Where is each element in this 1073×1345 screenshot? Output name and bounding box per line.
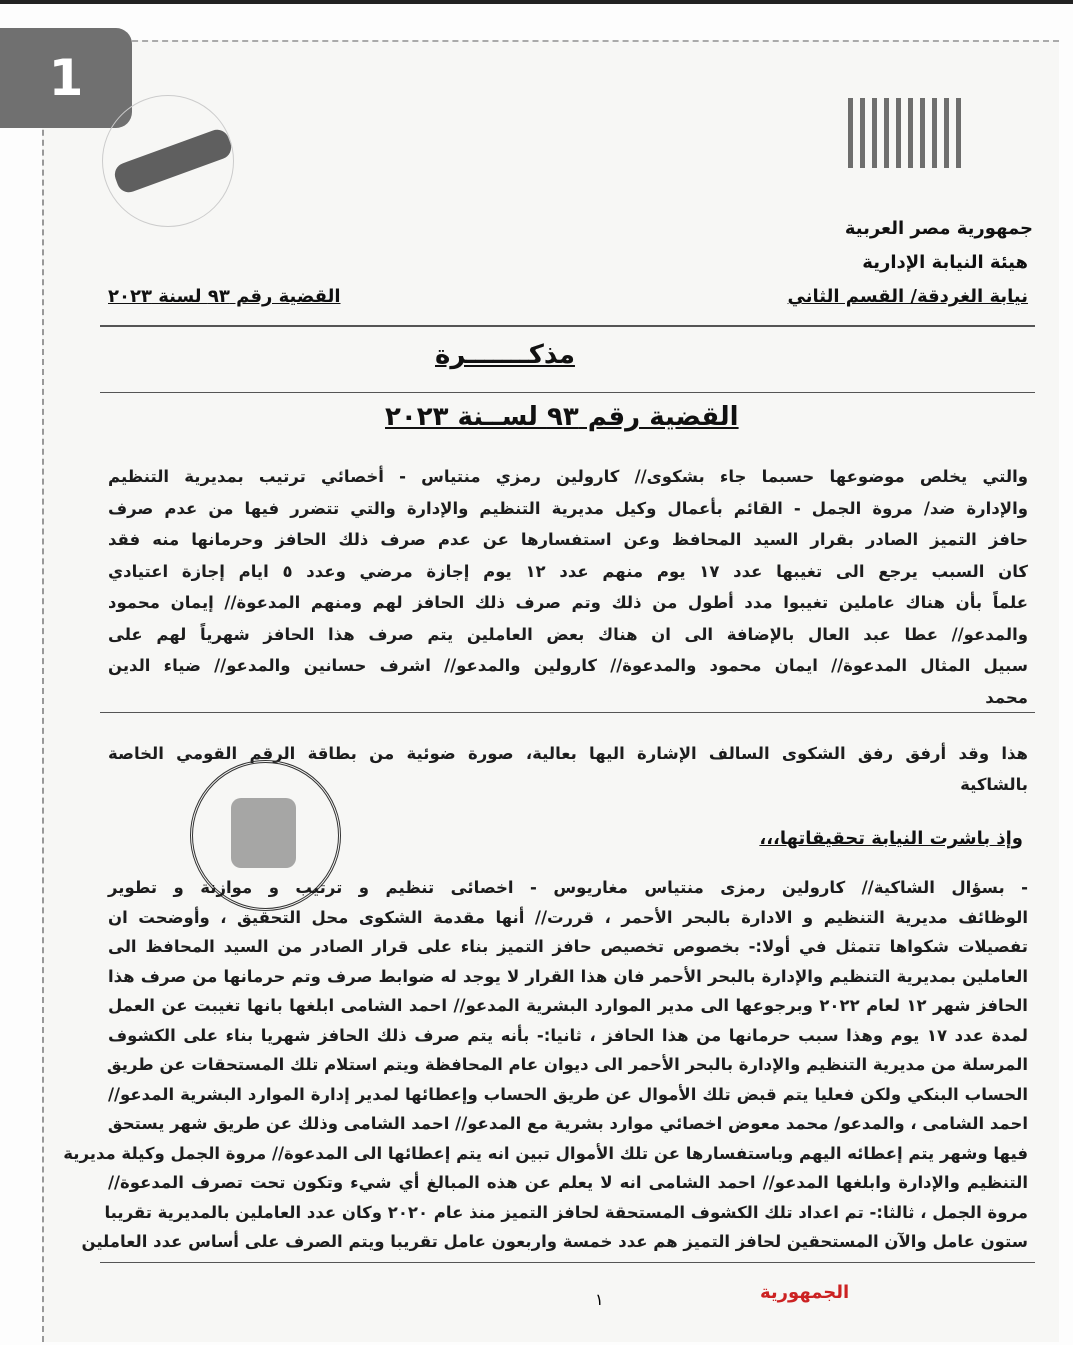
- text-line: - بسؤال الشاكية// كارولين رمزى منتياس مغاريوس - اخصائى تنظيم و ترتيب و موازنة و تطوير: [108, 878, 1028, 897]
- image-index-badge: 1: [0, 28, 132, 128]
- text-line: فيها وشهر يتم إعطائه اليهم وباستفسارها عن تلك الأموال تبين انه يتم إعطائها الى المدعوة// مروة الجمل وكيلة مديرية: [63, 1143, 1028, 1163]
- header-case-ref: القضية رقم ٩٣ لسنة ٢٠٢٣: [108, 286, 341, 307]
- text-line: هذا وقد أرفق رفق الشكوى السالف الإشارة اليها بعالية، صورة ضوئية من بطاقة الرقم القومي الخاصة: [108, 744, 1028, 763]
- text-line: التنظيم والإدارة وابلغها المدعو// احمد الشامى انه لا يعلم عن هذه المبالغ أي شيء وتكون تحت تصرف المدعوة//: [108, 1173, 1028, 1192]
- divider: [100, 1262, 1035, 1263]
- text-line: احمد الشامى ، والمدعو/ محمد معوض اخصائي موارد بشرية مع المدعو// احمد الشامى وذلك عن طريق شهر يستحق: [107, 1114, 1028, 1133]
- watermark-logo: الجمهورية: [760, 1282, 850, 1303]
- case-subtitle: القضية رقم ٩٣ لســنة ٢٠٢٣: [385, 402, 739, 432]
- text-line: الوظائف مديرية التنظيم و الادارة بالبحر الأحمر ، قررت// أنها مقدمة الشكوى محل التحقيق ، وأوضحت ان: [108, 907, 1028, 927]
- text-line: علماً بأن هناك عاملين تغيبوا مدد أطول من ذلك وتم صرف ذلك الحافز لهم ومنهم المدعوة// إيمان محمود: [108, 593, 1028, 612]
- top-bar: [0, 0, 1073, 4]
- prosecution-stamp-icon: [102, 95, 234, 227]
- text-line: لمدة عدد ١٧ يوم وهذا سبب حرمانها من هذا الحافز ، ثانيا:- بأنه يتم صرف ذلك الحافز شهريا بناء على الكشوف: [108, 1025, 1028, 1045]
- text-line: بالشاكية: [960, 775, 1028, 794]
- document-title: مذكـــــــرة: [435, 340, 575, 370]
- text-line: الحافز شهر ١٢ لعام ٢٠٢٢ وبرجوعها الى مدير الموارد البشرية المدعو// احمد الشامى ابلغها بانها تغيبت عن العمل: [108, 996, 1028, 1015]
- eagle-emblem-icon: [848, 98, 968, 168]
- text-line: حافز التميز الصادر بقرار السيد المحافظ وعن استفسارها عن عدم صرف ذلك الحافز وحرمانها منه فقد: [108, 530, 1028, 549]
- divider: [100, 392, 1035, 393]
- divider: [100, 712, 1035, 713]
- investigation-heading: وإذ باشرت النيابة تحقيقاتها،،،: [759, 828, 1023, 849]
- text-line: المرسلة من مديرية التنظيم والإدارة بالبحر الأحمر الى ديوان عام المحافظة ويتم استلام تلك المستحقات عن طريق: [106, 1055, 1028, 1074]
- text-line: الحساب البنكي ولكن فعليا يتم قبض تلك الأموال عن طريق الحساب وإعطائها لمدير إدارة الموارد البشرية المدعو//: [108, 1084, 1028, 1104]
- text-line: والإدارة ضد/ مروة الجمل - القائم بأعمال وكيل مديرية التنظيم والإدارة والتي تتضرر فيها من عدم صرف: [108, 498, 1028, 518]
- text-line: محمد: [985, 687, 1028, 707]
- text-line: تفصيلات شكواها تتمثل في أولا:- بخصوص تخصيص حافز التميز بناء على قرار الصادر من السيد المحافظ الى: [108, 937, 1028, 956]
- header-country: جمهورية مصر العربية: [844, 218, 1033, 239]
- header-office: نيابة الغردقة/ القسم الثاني: [787, 286, 1028, 307]
- text-line: العاملين بمديرية التنظيم والإدارة بالبحر الأحمر فان هذا القرار لا يوجد له ضوابط صرف وتم حرمانها من صرف هذا: [108, 966, 1028, 986]
- page-number: ١: [595, 1290, 604, 1309]
- divider: [100, 325, 1035, 327]
- header-authority: هيئة النيابة الإدارية: [862, 252, 1028, 273]
- text-line: مروة الجمل ، ثالثا:- تم اعداد تلك الكشوف المستحقة لحافز التميز منذ عام ٢٠٢٠ وكان عدد العاملين بالمديرية تقريبا: [104, 1202, 1028, 1222]
- text-line: سبيل المثال المدعوة// ايمان محمود والمدعوة// كارولين والمدعو// اشرف حسانين والمدعو// ضياء الدين: [108, 656, 1028, 675]
- text-line: ستون عامل والآن المستحقين لحافز التميز هم عدد خمسة واربعون عامل تقريبا ويتم الصرف على أساس عدد العاملين: [81, 1232, 1028, 1251]
- text-line: والتي يخلص موضوعها حسبما جاء بشكوى// كارولين رمزي منتياس - أخصائي ترتيب بمديرية التنظيم: [108, 467, 1028, 486]
- text-line: كان السبب يرجع الى تغيبها عدد ١٧ يوم منهم عدد ١٢ يوم إجازة مرضي وعدد ٥ ايام إجازة اعتيادي: [108, 561, 1028, 581]
- text-line: والمدعو// عطا عبد العال بالإضافة الى ان هناك بعض العاملين يتم صرف هذا الحافز شهرياً لهم على: [108, 624, 1028, 644]
